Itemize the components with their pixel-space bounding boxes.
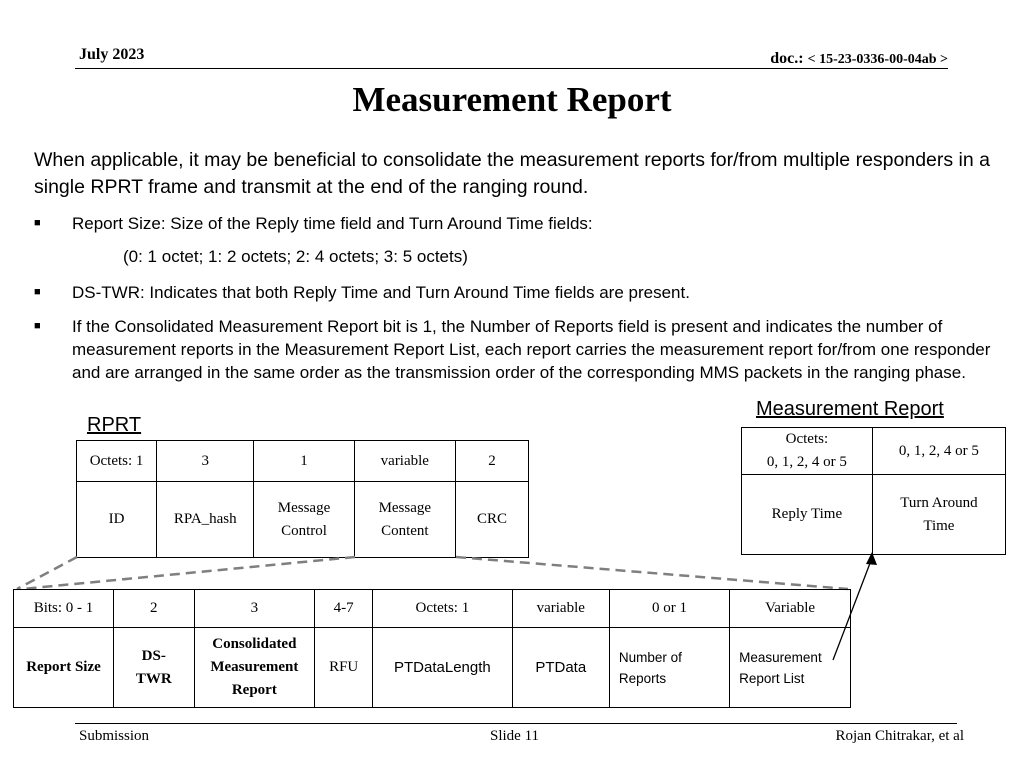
header-date: July 2023 <box>79 46 145 63</box>
table-cell: ID <box>77 482 157 558</box>
table-cell: variable <box>354 441 455 482</box>
page-title: Measurement Report <box>352 80 672 119</box>
dashed-expansion-line-right <box>456 557 848 589</box>
table-cell: Variable <box>730 590 851 628</box>
doc-prefix: doc.: <box>770 50 804 67</box>
table-cell: Reply Time <box>742 475 873 555</box>
cell-text: Measurement Report List <box>739 649 822 686</box>
table-cell: RPA_hash <box>157 482 254 558</box>
bullet-text: DS-TWR: Indicates that both Reply Time and Turn Around Time fields are present. <box>72 283 690 302</box>
table-cell: 4-7 <box>315 590 373 628</box>
table-cell <box>730 628 851 708</box>
footer-slide-number: Slide 11 <box>490 728 540 744</box>
table-cell: variable <box>512 590 609 628</box>
bullet-text: Report Size: Size of the Reply time field and Turn Around Time fields: <box>72 214 593 233</box>
footer-author: Rojan Chitrakar, et al <box>835 728 964 744</box>
cell-text: 0, 1, 2, 4 or 5 <box>766 454 847 470</box>
table-cell: 1 <box>254 441 354 482</box>
bullet-square-icon: ■ <box>34 286 41 298</box>
report-size-values: (0: 1 octet; 1: 2 octets; 2: 4 octets; 3: 5 octets) <box>123 247 468 266</box>
cell-text: DS-TWR <box>135 647 172 687</box>
table-cell: 2 <box>455 441 528 482</box>
footer-divider <box>75 723 957 724</box>
table-cell: RFU <box>315 628 373 708</box>
cell-text: Octets: <box>785 431 829 447</box>
table-cell: PTDataLength <box>373 628 512 708</box>
doc-number: < 15-23-0336-00-04ab > <box>807 52 948 67</box>
message-control-table <box>13 589 851 708</box>
table-cell: Report Size <box>14 628 114 708</box>
table-row <box>14 628 851 708</box>
bullet-square-icon: ■ <box>34 320 41 332</box>
table-cell: CRC <box>455 482 528 558</box>
cell-text: Message Content <box>378 499 432 539</box>
rprt-label: RPRT <box>87 414 142 436</box>
cell-text: Turn Around Time <box>900 494 978 534</box>
bullet-text: If the Consolidated Measurement Report bit is 1, the Number of Reports field is present and indicates the number of measurement reports in the Measurement Report List, each report carries the measurement report for/from one responder and are arranged in the same order as the transmission order of the corresponding MMS packets in the ranging phase. <box>72 317 991 382</box>
cell-text: Message Control <box>277 499 331 539</box>
measurement-report-label: Measurement Report <box>756 398 944 420</box>
cell-text: Consolidated Measurement Report <box>210 636 299 698</box>
table-cell: Octets: 1 <box>373 590 512 628</box>
table-cell: 2 <box>114 590 195 628</box>
table-cell <box>609 628 729 708</box>
intro-paragraph: When applicable, it may be beneficial to consolidate the measurement reports for/from multiple responders in a single RPRT frame and transmit at the end of the ranging round. <box>34 149 990 198</box>
table-cell: 3 <box>194 590 315 628</box>
table-cell: Bits: 0 - 1 <box>14 590 114 628</box>
dashed-expansion-line-mid <box>22 557 355 589</box>
table-row <box>14 590 851 628</box>
table-cell: 0 or 1 <box>609 590 729 628</box>
bullet-square-icon: ■ <box>34 217 41 229</box>
table-cell: 3 <box>157 441 254 482</box>
cell-text: Number of Reports <box>618 649 682 686</box>
table-cell: 0, 1, 2, 4 or 5 <box>872 428 1005 475</box>
table-cell <box>114 628 195 708</box>
footer-submission: Submission <box>79 728 150 744</box>
table-cell <box>194 628 315 708</box>
table-cell: PTData <box>512 628 609 708</box>
arrow-head-icon <box>866 552 877 565</box>
table-cell: Octets: 1 <box>77 441 157 482</box>
